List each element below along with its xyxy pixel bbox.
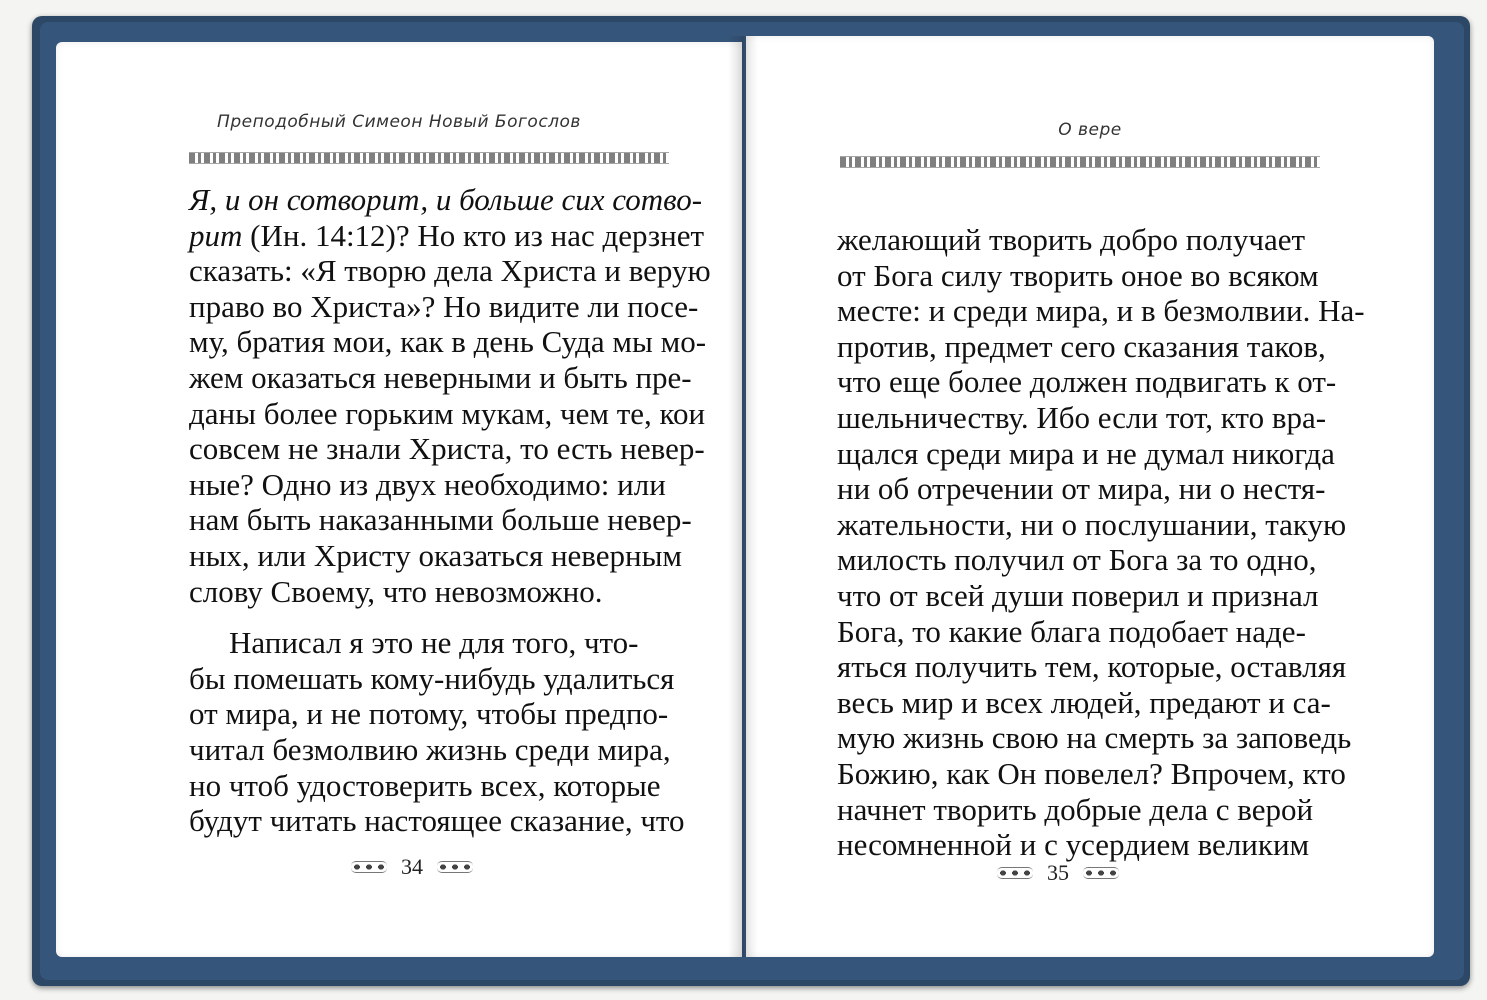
text-line <box>189 732 671 768</box>
text-line <box>189 182 703 218</box>
text-line <box>189 217 705 254</box>
text-segment: читал безмолвию жизнь среди мира, <box>189 731 671 767</box>
text-line: Божию, как Он повелел? Впрочем, кто <box>837 755 1346 791</box>
text-line: щался среди мира и не думал никогда <box>837 435 1335 471</box>
text-line <box>189 625 671 661</box>
text-segment: ных, или Христу оказаться неверным <box>189 537 683 573</box>
text-segment: будут читать настоящее сказание, что <box>189 803 685 839</box>
left-page <box>56 42 742 957</box>
right-running-head: О вере <box>1058 120 1122 140</box>
left-running-head: Преподобный Симеон Новый Богослов <box>217 112 581 132</box>
text-segment: слову Своему, что невозможно. <box>189 573 603 609</box>
text-line: от Бога силу творить оное во всяком <box>837 257 1319 293</box>
text-line: месте: и среди мира, и в безмолвии. На- <box>837 293 1365 329</box>
text-line: Бога, то какие блага подобает наде- <box>837 613 1306 649</box>
right-ornamental-rule <box>840 156 1320 168</box>
left-page-number: 34 <box>401 854 423 879</box>
text-segment: но чтоб удостоверить всех, которые <box>189 767 661 803</box>
left-body-text <box>189 182 711 839</box>
text-line <box>189 467 671 503</box>
text-segment: право во Христа»? Но видите ли посе- <box>189 288 699 324</box>
text-line: ни об отречении от мира, ни о нестя- <box>837 471 1326 507</box>
text-line <box>189 803 685 839</box>
left-folio <box>351 854 473 880</box>
text-segment: Написал я это не для того, что- <box>229 625 639 661</box>
text-segment: от мира, и не потому, чтобы предпо- <box>189 696 669 732</box>
right-page-number: 35 <box>1047 860 1069 885</box>
right-folio <box>997 860 1119 886</box>
text-line <box>189 574 671 610</box>
text-segment: даны более горьким мукам, чем те, кои <box>189 395 706 431</box>
text-line <box>189 288 699 325</box>
text-line: весь мир и всех людей, предают и са- <box>837 684 1331 720</box>
folio-ornament-right <box>1083 867 1119 879</box>
text-line <box>189 768 671 804</box>
text-line: яться получить тем, которые, оставляя <box>837 649 1347 685</box>
text-line: шельничеству. Ибо если тот, кто вра- <box>837 399 1327 435</box>
text-line <box>189 359 692 396</box>
text-line: против, предмет сего сказания таков, <box>837 328 1326 364</box>
text-line: жательности, ни о послушании, такую <box>837 506 1347 542</box>
folio-ornament-left <box>351 861 387 873</box>
left-ornamental-rule <box>189 152 669 164</box>
text-segment: сказать: «Я творю дела Христа и верую <box>189 253 711 289</box>
text-line: мую жизнь свою на смерть за заповедь <box>837 720 1352 756</box>
text-segment: жем оказаться неверными и быть пре- <box>189 359 692 395</box>
text-line <box>189 502 692 538</box>
text-line: желающий творить добро получает <box>837 222 1306 257</box>
text-segment: совсем не знали Христа, то есть невер- <box>189 431 705 467</box>
text-segment: нам быть наказанными больше невер- <box>189 502 692 538</box>
text-segment: бы помешать кому-нибудь удалиться <box>189 660 675 696</box>
text-line: несомненной и с усердием великим <box>837 827 1310 863</box>
right-body-text <box>837 222 1365 863</box>
text-line: что от всей души поверил и признал <box>837 577 1319 613</box>
right-page <box>746 36 1434 957</box>
text-segment: му, братия мои, как в день Суда мы мо- <box>189 324 707 360</box>
text-line <box>189 324 707 360</box>
text-segment: (Ин. 14:12)? Но кто из нас дерзнет <box>242 217 705 253</box>
folio-ornament-right <box>437 861 473 873</box>
text-line <box>189 660 675 697</box>
text-segment: рит <box>189 217 243 253</box>
text-line: что еще более должен подвигать к от- <box>837 364 1337 400</box>
text-line: начнет творить добрые дела с верой <box>837 791 1314 827</box>
text-line <box>189 431 705 467</box>
text-line <box>189 253 711 289</box>
text-line <box>189 395 706 432</box>
folio-ornament-left <box>997 867 1033 879</box>
text-segment: ные? Одно из двух необходимо: или <box>189 466 666 502</box>
text-line: милость получил от Бога за то одно, <box>837 542 1317 578</box>
text-line <box>189 696 671 732</box>
text-segment: Я, и он сотворит, и больше сих сотво- <box>189 182 703 217</box>
text-line <box>189 537 683 574</box>
